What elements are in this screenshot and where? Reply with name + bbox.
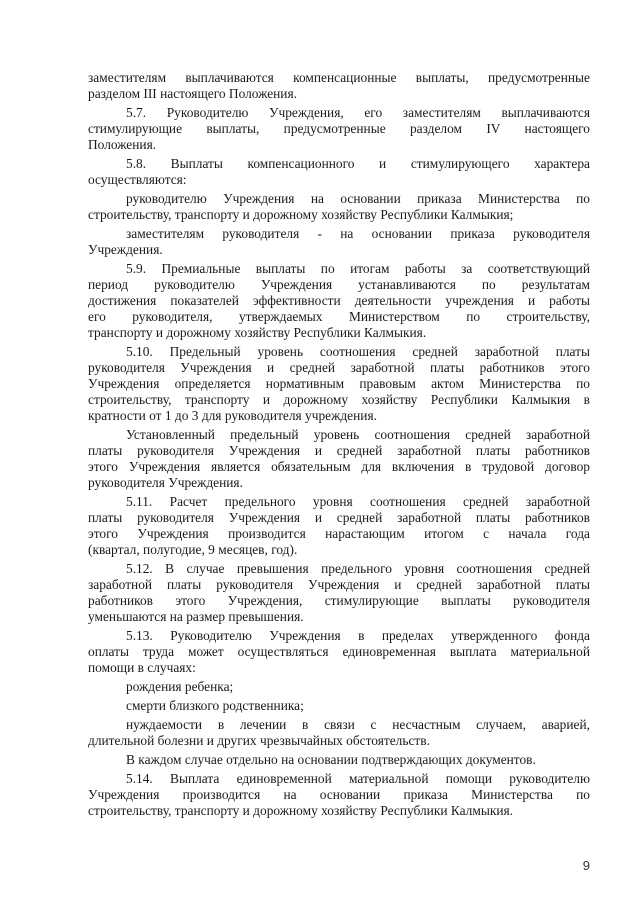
text-line: заместителям выплачиваются компенсационные выплаты, предусмотренные — [88, 70, 590, 85]
text-line: 5.12. В случае превышения предельного уровня соотношения средней — [126, 561, 590, 576]
text-line: период руководителю Учреждения устанавливаются по результатам — [88, 277, 590, 292]
text-line: транспорту и дорожному хозяйству Республики Калмыкия. — [88, 325, 427, 340]
text-line: заместителям руководителя - на основании приказа руководителя — [126, 226, 590, 241]
text-line: В каждом случае отдельно на основании подтверждающих документов. — [126, 752, 536, 767]
text-line: помощи в случаях: — [88, 660, 196, 675]
text-line: (квартал, полугодие, 9 месяцев, год). — [88, 542, 298, 557]
text-line: рождения ребенка; — [126, 679, 234, 694]
text-line: строительству, транспорту и дорожному хозяйству Республики Калмыкия. — [88, 803, 513, 818]
text-line: его руководителя, утверждаемых Министерством по строительству, — [88, 309, 590, 324]
text-line: руководителя Учреждения. — [88, 475, 243, 490]
text-line: платы руководителя Учреждения и средней заработной платы работников — [88, 443, 590, 458]
text-line: смерти близкого родственника; — [126, 698, 304, 713]
text-line: руководителю Учреждения на основании приказа Министерства по — [126, 191, 590, 206]
text-line: этого Учреждения является обязательным для включения в трудовой договор — [88, 459, 590, 474]
text-line: 5.8. Выплаты компенсационного и стимулирующего характера — [126, 156, 590, 171]
text-line: заработной платы руководителя Учреждения и средней заработной платы — [88, 577, 590, 592]
text-line: 5.7. Руководителю Учреждения, его заместителям выплачиваются — [126, 105, 590, 120]
text-line: Положения. — [88, 137, 157, 152]
text-line: работников этого Учреждения, стимулирующие выплаты руководителя — [88, 593, 590, 608]
text-line: оплаты труда может осуществляться единовременная выплата материальной — [88, 644, 590, 659]
text-line: осуществляются: — [88, 172, 187, 187]
text-line: достижения показателей эффективности деятельности учреждения и работы — [88, 293, 590, 308]
text-line: длительной болезни и других чрезвычайных обстоятельств. — [88, 733, 430, 748]
text-line: 5.14. Выплата единовременной материальной помощи руководителю — [126, 771, 590, 786]
text-line: строительству, транспорту и дорожному хозяйству Республики Калмыкия; — [88, 207, 514, 222]
text-line: 5.11. Расчет предельного уровня соотношения средней заработной — [126, 494, 590, 509]
text-line: этого Учреждения производится нарастающим итогом с начала года — [88, 526, 590, 541]
text-line: 5.10. Предельный уровень соотношения средней заработной платы — [126, 344, 590, 359]
text-line: кратности от 1 до 3 для руководителя учреждения. — [88, 408, 377, 423]
text-line: Учреждения производится на основании приказа Министерства по — [88, 787, 590, 802]
text-line: 5.9. Премиальные выплаты по итогам работы за соответствующий — [126, 261, 590, 276]
text-line: Установленный предельный уровень соотношения средней заработной — [126, 427, 590, 442]
text-line: разделом III настоящего Положения. — [88, 86, 297, 101]
text-line: строительству, транспорту и дорожному хозяйству Республики Калмыкия в — [88, 392, 590, 407]
text-line: уменьшаются на размер превышения. — [88, 609, 304, 624]
text-line: Учреждения. — [88, 242, 163, 257]
text-line: 5.13. Руководителю Учреждения в пределах утвержденного фонда — [126, 628, 590, 643]
text-line: Учреждения определяется нормативным правовым актом Министерства по — [88, 376, 590, 391]
text-line: нуждаемости в лечении в связи с несчастным случаем, аварией, — [126, 717, 590, 732]
text-line: платы руководителя Учреждения и средней заработной платы работников — [88, 510, 590, 525]
page-number: 9 — [582, 858, 590, 873]
text-line: стимулирующие выплаты, предусмотренные разделом IV настоящего — [88, 121, 590, 136]
text-line: руководителя Учреждения и средней заработной платы работников этого — [88, 360, 590, 375]
